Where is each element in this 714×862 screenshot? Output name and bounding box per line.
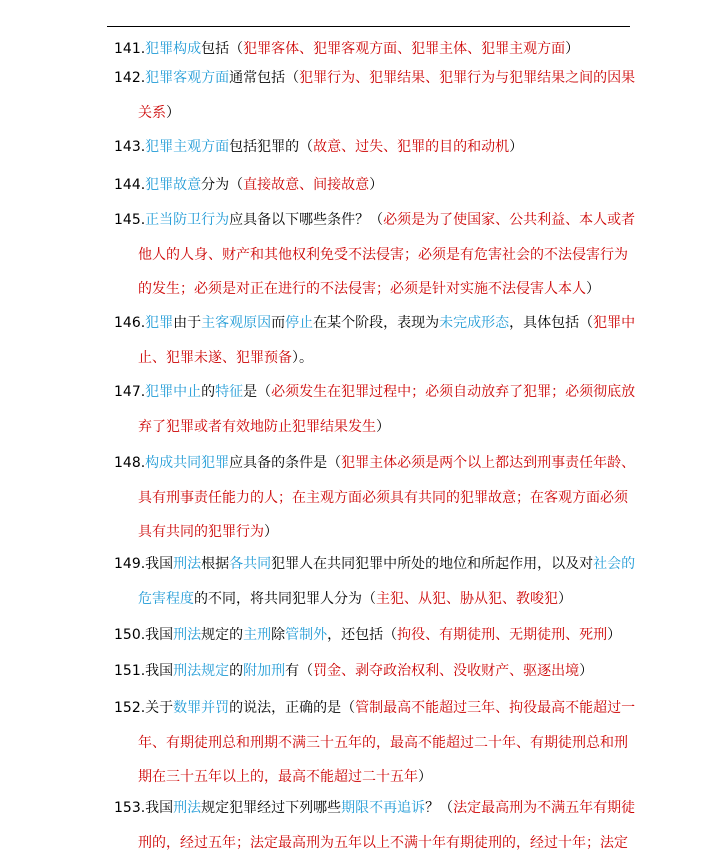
text-segment: 主客观原因 xyxy=(201,315,272,331)
text-segment: 直接故意、间接故意 xyxy=(243,177,370,193)
text-segment: 146. xyxy=(114,315,146,331)
text-segment: 主刑 xyxy=(243,627,272,643)
item-line xyxy=(114,272,635,307)
text-segment: 而 xyxy=(271,315,286,331)
item-line xyxy=(114,130,523,165)
text-segment: 142. xyxy=(114,70,146,86)
text-segment: 关系 xyxy=(138,104,166,121)
text-segment: 148. xyxy=(114,455,146,471)
text-segment: 犯罪故意 xyxy=(145,177,202,193)
text-segment: 有（ xyxy=(285,663,314,679)
item-line xyxy=(114,341,635,376)
text-segment: 分为（ xyxy=(201,177,244,193)
text-segment: 153.我国 xyxy=(114,800,174,816)
text-segment: 数罪并罚 xyxy=(173,700,230,716)
text-segment: 由于 xyxy=(173,315,202,331)
text-segment: ） xyxy=(565,41,580,57)
item-line xyxy=(114,760,635,795)
text-segment: ）。 xyxy=(292,349,313,366)
text-segment: 具有刑事责任能力的人；在主观方面必须具有共同的犯罪故意；在客观方面必须 xyxy=(138,489,628,506)
question-item xyxy=(114,654,593,689)
question-item xyxy=(114,618,621,653)
text-segment: 危害程度 xyxy=(138,590,194,607)
item-line xyxy=(114,691,635,726)
item-line xyxy=(114,238,635,273)
question-item xyxy=(114,375,635,444)
text-segment: 151.我国 xyxy=(114,663,174,679)
text-segment: 管制最高不能超过三年、拘役最高不能超过一 xyxy=(355,700,636,716)
text-segment: 在某个阶段，表现为 xyxy=(313,315,440,331)
text-segment: 犯罪构成 xyxy=(145,41,202,57)
text-segment: 的说法，正确的是（ xyxy=(229,700,356,716)
text-segment: 构成共同犯罪 xyxy=(145,455,230,471)
item-line xyxy=(114,446,635,481)
text-segment: 规定犯罪经过下列哪些 xyxy=(201,800,342,816)
text-segment: 罚金、剥夺政治权利、没收财产、驱逐出境 xyxy=(313,663,580,679)
text-segment: 社会的 xyxy=(593,556,636,572)
text-segment: 未完成形态 xyxy=(439,315,510,331)
text-segment: 期在三十五年以上的，最高不能超过二十五年 xyxy=(138,769,418,785)
text-segment: 刑法规定 xyxy=(173,663,230,679)
text-segment: ） xyxy=(166,104,180,121)
text-segment: 犯罪人在共同犯罪中所处的地位和所起作用，以及对 xyxy=(271,556,594,572)
text-segment: 149.我国 xyxy=(114,556,174,572)
text-segment: 犯罪主体必须是两个以上都达到刑事责任年龄、 xyxy=(341,455,636,471)
item-line xyxy=(114,203,635,238)
item-line xyxy=(114,618,621,653)
item-line xyxy=(114,826,635,861)
text-segment: 包括（ xyxy=(201,41,244,57)
text-segment: 刑法 xyxy=(173,800,202,816)
text-segment: 的不同，将共同犯罪人分为（ xyxy=(194,590,376,607)
text-segment: 的 xyxy=(201,384,216,400)
text-segment: 144. xyxy=(114,177,146,193)
item-line xyxy=(114,726,635,761)
item-line xyxy=(114,547,635,582)
question-item xyxy=(114,61,635,130)
item-line xyxy=(114,375,635,410)
item-line xyxy=(114,481,635,516)
text-segment: 145. xyxy=(114,212,146,228)
text-segment: 规定的 xyxy=(201,627,244,643)
question-item xyxy=(114,306,635,375)
question-item xyxy=(114,446,635,550)
text-segment: 犯罪主观方面 xyxy=(145,139,230,155)
text-segment: 具有共同的犯罪行为 xyxy=(138,524,264,540)
text-segment: 故意、过失、犯罪的目的和动机 xyxy=(313,139,510,155)
text-segment: ） xyxy=(369,177,384,193)
text-segment: 犯罪中 xyxy=(593,315,636,331)
text-segment: ） xyxy=(264,524,278,540)
text-segment: 刑的，经过五年；法定最高刑为五年以上不满十年有期徒刑的，经过十年；法定 xyxy=(138,834,628,851)
text-segment: ） xyxy=(558,590,572,607)
text-segment: 152.关于 xyxy=(114,700,174,716)
text-segment: 的 xyxy=(229,663,244,679)
item-line xyxy=(114,791,635,826)
item-line xyxy=(114,515,635,550)
text-segment: 是（ xyxy=(243,384,272,400)
question-item xyxy=(114,130,523,165)
text-segment: 年、有期徒刑总和刑期不满三十五年的，最高不能超过二十年、有期徒刑总和刑 xyxy=(138,734,628,751)
item-line xyxy=(114,410,635,445)
text-segment: 通常包括（ xyxy=(229,70,300,86)
text-segment: 他人的人身、财产和其他权利免受不法侵害；必须是有危害社会的不法侵害行为 xyxy=(138,246,628,263)
text-segment: 主犯、从犯、胁从犯、教唆犯 xyxy=(376,590,558,607)
question-item xyxy=(114,691,635,795)
text-segment: 正当防卫行为 xyxy=(145,212,230,228)
text-segment: 除 xyxy=(271,627,286,643)
text-segment: 止、犯罪未遂、犯罪预备 xyxy=(138,349,292,366)
text-segment: ，还包括（ xyxy=(327,627,398,643)
question-item xyxy=(114,791,635,860)
text-segment: 附加刑 xyxy=(243,663,286,679)
text-segment: 应具备的条件是（ xyxy=(229,455,342,471)
question-item xyxy=(114,168,383,203)
text-segment: 包括犯罪的（ xyxy=(229,139,314,155)
text-segment: 根据 xyxy=(201,556,230,572)
text-segment: 弃了犯罪或者有效地防止犯罪结果发生 xyxy=(138,418,376,435)
text-segment: 141. xyxy=(114,41,146,57)
text-segment: ？（ xyxy=(425,800,454,816)
text-segment: 147. xyxy=(114,384,146,400)
text-segment: ） xyxy=(607,627,622,643)
text-segment: 刑法 xyxy=(173,627,202,643)
text-segment: 150.我国 xyxy=(114,627,174,643)
item-line xyxy=(114,582,635,617)
item-line xyxy=(114,654,593,689)
text-segment: 必须发生在犯罪过程中；必须自动放弃了犯罪；必须彻底放 xyxy=(271,384,636,400)
item-line xyxy=(114,61,635,96)
item-line xyxy=(114,168,383,203)
text-segment: 应具备以下哪些条件？（ xyxy=(229,212,384,228)
text-segment: 管制外 xyxy=(285,627,328,643)
text-segment: 犯罪客观方面 xyxy=(145,70,230,86)
text-segment: 拘役、有期徒刑、无期徒刑、死刑 xyxy=(397,627,608,643)
text-segment: ） xyxy=(418,769,432,785)
question-item xyxy=(114,547,635,616)
text-segment: 犯罪客体、犯罪客观方面、犯罪主体、犯罪主观方面 xyxy=(243,41,566,57)
text-segment: ） xyxy=(509,139,524,155)
question-item xyxy=(114,203,635,307)
text-segment: 必须是为了使国家、公共利益、本人或者 xyxy=(383,212,636,228)
text-segment: ，具体包括（ xyxy=(509,315,594,331)
item-line xyxy=(114,96,635,131)
text-segment: 特征 xyxy=(215,384,244,400)
header-rule xyxy=(107,26,630,27)
text-segment: ） xyxy=(376,418,390,435)
text-segment: ） xyxy=(579,663,594,679)
text-segment: 停止 xyxy=(285,315,314,331)
text-segment: ） xyxy=(586,281,600,297)
text-segment: 143. xyxy=(114,139,146,155)
text-segment: 犯罪中止 xyxy=(145,384,202,400)
text-segment: 法定最高刑为不满五年有期徒 xyxy=(453,800,636,816)
text-segment: 的发生；必须是对正在进行的不法侵害；必须是针对实施不法侵害人本人 xyxy=(138,281,586,297)
text-segment: 刑法 xyxy=(173,556,202,572)
text-segment: 犯罪行为、犯罪结果、犯罪行为与犯罪结果之间的因果 xyxy=(299,70,636,86)
text-segment: 各共同 xyxy=(229,556,272,572)
text-segment: 期限不再追诉 xyxy=(341,800,426,816)
item-line xyxy=(114,306,635,341)
text-segment: 犯罪 xyxy=(145,315,174,331)
